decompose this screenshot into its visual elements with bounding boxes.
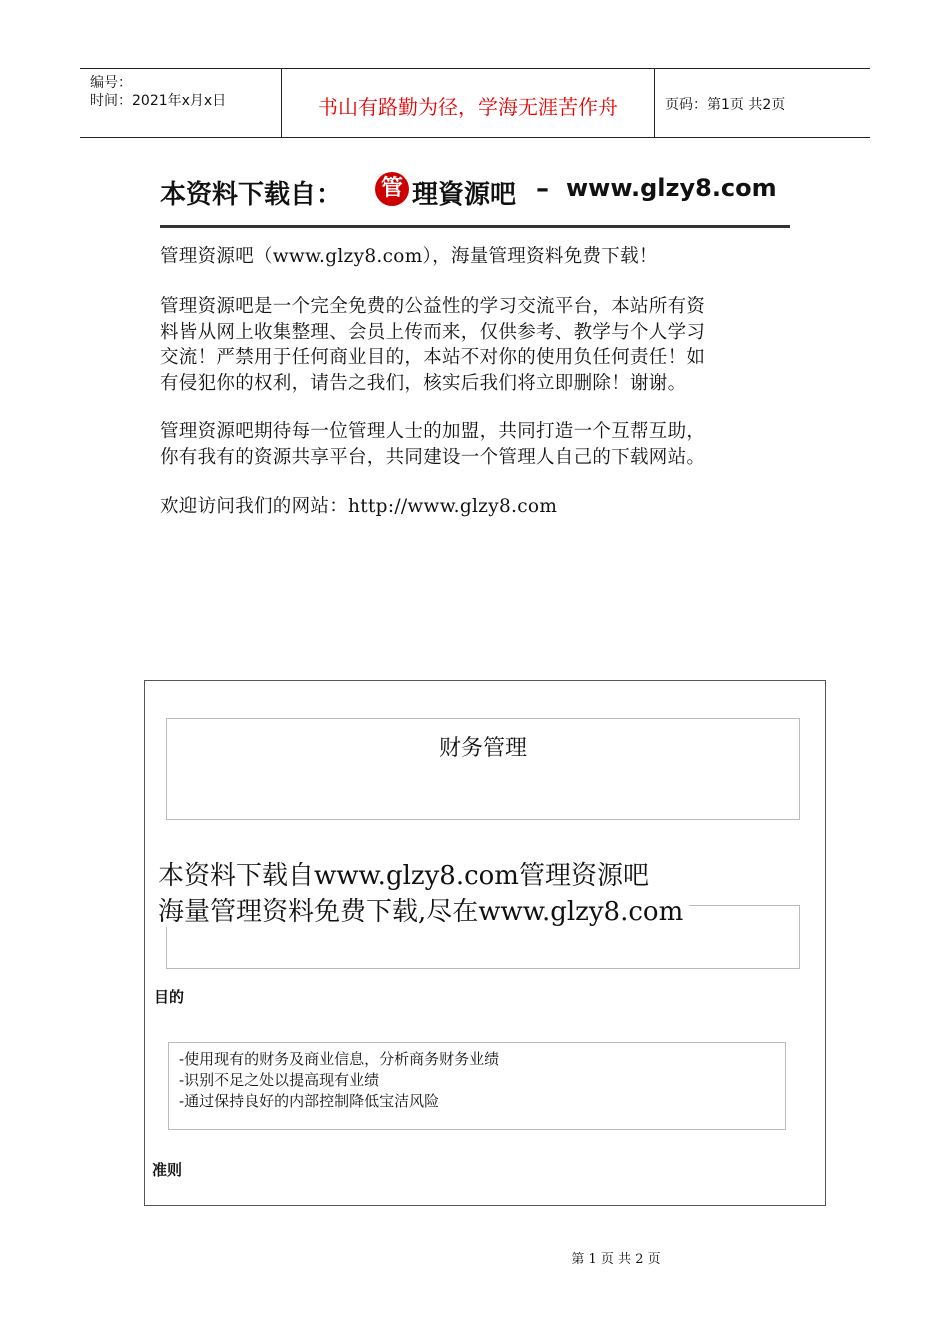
watermark-text (158, 858, 689, 930)
banner-site-name: 理資源吧 (412, 180, 517, 210)
purpose-item: -使用现有的财务及商业信息，分析商务财务业绩 (179, 1050, 500, 1068)
purpose-box (168, 1042, 786, 1130)
intro-line: 管理资源吧（www.glzy8.com），海量管理资料免费下载！ (160, 246, 658, 267)
download-banner (160, 168, 790, 212)
purpose-item: -识别不足之处以提高现有业绩 (179, 1071, 380, 1089)
principles-heading: 准则 (152, 1161, 183, 1179)
intro-line: 管理资源吧是一个完全免费的公益性的学习交流平台，本站所有资 (160, 296, 706, 317)
watermark-line-1: 本资料下载自www.glzy8.com管理资源吧 (158, 861, 649, 891)
purpose-heading: 目的 (154, 988, 185, 1006)
intro-line: 管理资源吧期待每一位管理人士的加盟，共同打造一个互帮互助， (160, 421, 706, 442)
intro-line: 料皆从网上收集整理、会员上传而来，仅供参考、教学与个人学习 (160, 321, 706, 343)
header-page-cell (655, 69, 870, 137)
banner-url: www.glzy8.com (566, 174, 777, 202)
page-footer: 第 1 页 共 2 页 (571, 1252, 661, 1267)
motto-text: 书山有路勤为径，学海无涯苦作舟 (318, 95, 618, 119)
intro-line: 有侵犯你的权利，请告之我们，核实后我们将立即删除！谢谢。 (160, 372, 687, 394)
document-title: 财务管理 (438, 736, 527, 761)
header-meta-cell (80, 69, 282, 137)
watermark-line-2: 海量管理资料免费下载,尽在www.glzy8.com (158, 897, 689, 927)
intro-line: 欢迎访问我们的网站：http://www.glzy8.com (160, 496, 558, 517)
intro-line: 交流！严禁用于任何商业目的，本站不对你的使用负任何责任！如 (160, 347, 706, 368)
intro-paragraph-4 (160, 494, 800, 520)
banner-prefix: 本资料下载自： (160, 180, 343, 210)
site-logo-icon: 管 (375, 172, 409, 206)
header-motto-cell (282, 69, 655, 137)
document-header (80, 68, 870, 138)
intro-paragraph-3 (160, 419, 800, 470)
time-label: 时间：2021年x月x日 (90, 93, 227, 109)
intro-paragraph-1 (160, 244, 800, 270)
title-box (166, 718, 800, 820)
purpose-item: -通过保持良好的内部控制降低宝洁风险 (179, 1092, 440, 1110)
intro-paragraph-2 (160, 294, 800, 396)
banner-divider (160, 225, 790, 228)
intro-line: 你有我有的资源共享平台，共同建设一个管理人自己的下载网站。 (160, 446, 706, 468)
page-info: 页码：第1页 共2页 (665, 97, 786, 113)
number-label: 编号： (90, 75, 132, 91)
banner-dash: – (536, 174, 549, 204)
